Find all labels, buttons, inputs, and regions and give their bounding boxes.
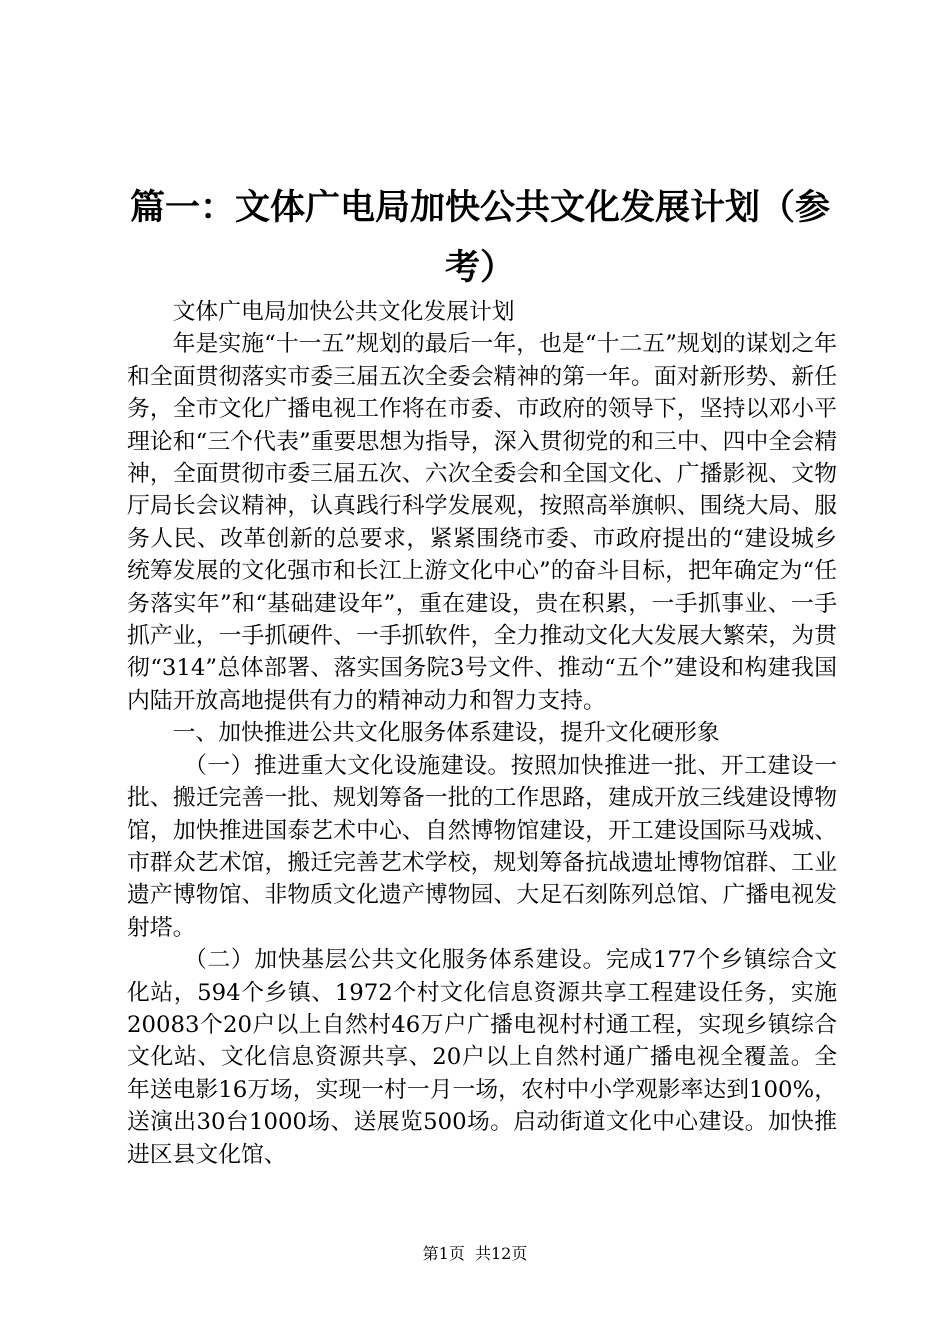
section-heading: 一、加快推进公共文化服务体系建设，提升文化硬形象 [172, 720, 720, 747]
intro-paragraph: 年是实施“十一五”规划的最后一年，也是“十二五”规划的谋划之年和全面贯彻落实市委三届五次全委会精神的第一年。面对新形势、新任务，全市文化广播电视工作将在市委、市政府的领导下，坚持以邓小平理论和“三个代表”重要思想为指导，深入贯彻党的和三中、四中全会精神，全面贯彻市委三届五次、六次全委会和全国文化、广播影视、文物厅局长会议精神，认真践行科学发展观，按照高举旗帜、围绕大局、服务人民、改革创新的总要求，紧紧围绕市委、市政府提出的“建设城乡统筹发展的文化强市和长江上游文化中心”的奋斗目标，把年确定为“任务落实年”和“基础建设年”，重在建设，贵在积累，一手抓事业、一手抓产业，一手抓硬件、一手抓软件，全力推动文化大发展大繁荣，为贯彻“314”总体部署、落实国务院3号文件、推动“五个”建设和构建我国内陆开放高地提供有力的精神动力和智力支持。 [127, 331, 837, 714]
body-paragraph: （二）加快基层公共文化服务体系建设。完成177个乡镇综合文化站，594个乡镇、1972个村文化信息资源共享工程建设任务，实施20083个20户以上自然村46万户广播电视村村通工程，实现乡镇综合文化站、文化信息资源共享、20户以上自然村通广播电视全覆盖。全年送电影16万场，实现一村一月一场，农村中小学观影率达到100%，送演出30台1000场、送展览500场。启动街道文化中心建设。加快推进区县文化馆、 [127, 947, 837, 1168]
subtitle-paragraph: 文体广电局加快公共文化发展计划 [172, 299, 515, 325]
document-body [127, 296, 837, 1171]
page-number-label: 第1页 共12页 [422, 1244, 528, 1263]
body-paragraph: （一）推进重大文化设施建设。按照加快推进一批、开工建设一批、搬迁完善一批、规划筹备一批的工作思路，建成开放三线建设博物馆，加快推进国泰艺术中心、自然博物馆建设，开工建设国际马戏城、市群众艺术馆，搬迁完善艺术学校，规划筹备抗战遗址博物馆群、工业遗产博物馆、非物质文化遗产博物园、大足石刻陈列总馆、广播电视发射塔。 [127, 752, 837, 941]
page-footer [0, 1244, 950, 1264]
document-title: 篇一：文体广电局加快公共文化发展计划（参考） [129, 187, 830, 288]
